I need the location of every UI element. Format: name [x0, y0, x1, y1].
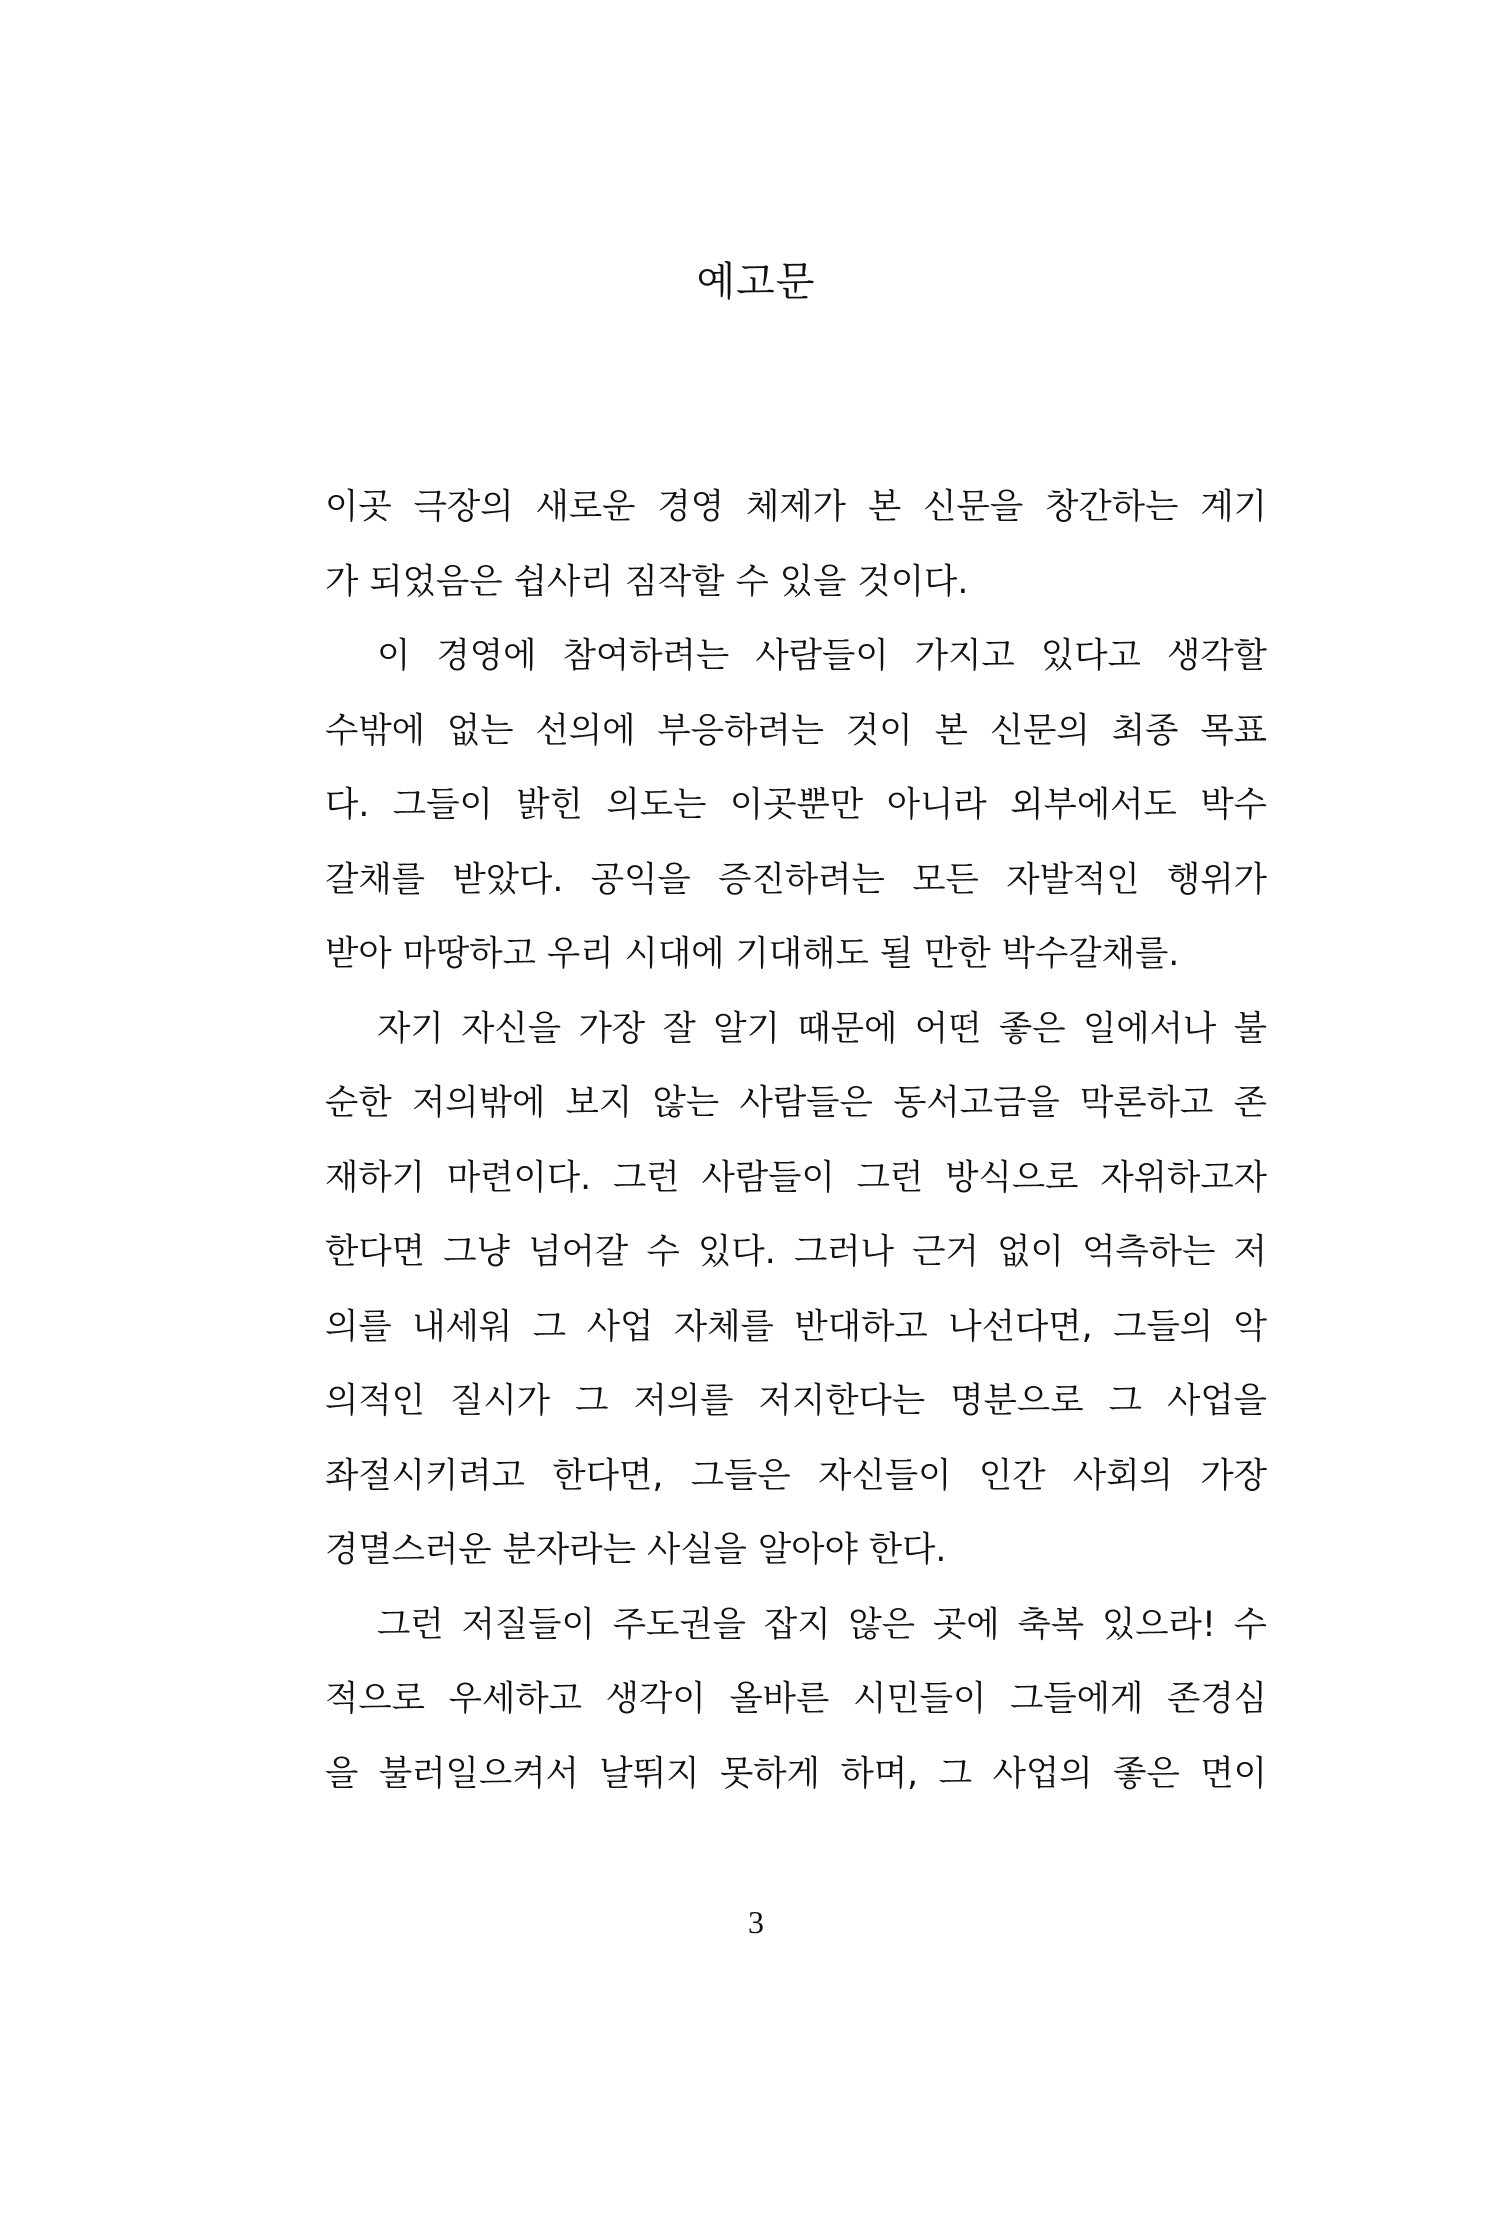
page-title: 예고문	[696, 259, 816, 305]
text-line: 순한 저의밖에 보지 않는 사람들은 동서고금을 막론하고 존	[325, 1083, 1267, 1123]
body-text	[325, 470, 1267, 1811]
text-line: 받아 마땅하고 우리 시대에 기대해도 될 만한 박수갈채를.	[325, 934, 1180, 974]
paragraph-2	[325, 619, 1267, 992]
text-line: 이곳 극장의 새로운 경영 체제가 본 신문을 창간하는 계기	[325, 487, 1267, 527]
text-line: 이 경영에 참여하려는 사람들이 가지고 있다고 생각할	[377, 636, 1267, 676]
text-line: 재하기 마련이다. 그런 사람들이 그런 방식으로 자위하고자	[325, 1157, 1267, 1198]
text-line: 갈채를 받았다. 공익을 증진하려는 모든 자발적인 행위가	[325, 859, 1267, 900]
text-line: 그런 저질들이 주도권을 잡지 않은 곳에 축복 있으라! 수	[377, 1604, 1267, 1645]
paragraph-4	[325, 1588, 1267, 1812]
text-line: 경멸스러운 분자라는 사실을 알아야 한다.	[325, 1530, 947, 1570]
text-line: 의적인 질시가 그 저의를 저지한다는 명분으로 그 사업을	[325, 1381, 1267, 1421]
text-line: 좌절시키려고 한다면, 그들은 자신들이 인간 사회의 가장	[325, 1455, 1267, 1496]
text-line: 을 불러일으켜서 날뛰지 못하게 하며, 그 사업의 좋은 면이	[325, 1753, 1267, 1794]
text-line: 자기 자신을 가장 잘 알기 때문에 어떤 좋은 일에서나 불	[377, 1008, 1267, 1049]
text-line: 한다면 그냥 넘어갈 수 있다. 그러나 근거 없이 억측하는 저	[325, 1232, 1267, 1272]
text-line: 다. 그들이 밝힌 의도는 이곳뿐만 아니라 외부에서도 박수	[325, 785, 1267, 825]
text-line: 적으로 우세하고 생각이 올바른 시민들이 그들에게 존경심	[325, 1679, 1267, 1719]
page-number: 3	[748, 1904, 764, 1940]
text-line: 수밖에 없는 선의에 부응하려는 것이 본 신문의 최종 목표	[325, 710, 1267, 751]
paragraph-3	[325, 992, 1267, 1588]
text-line: 의를 내세워 그 사업 자체를 반대하고 나선다면, 그들의 악	[325, 1306, 1267, 1347]
paragraph-1	[325, 470, 1267, 619]
text-line: 가 되었음은 쉽사리 짐작할 수 있을 것이다.	[325, 561, 969, 602]
